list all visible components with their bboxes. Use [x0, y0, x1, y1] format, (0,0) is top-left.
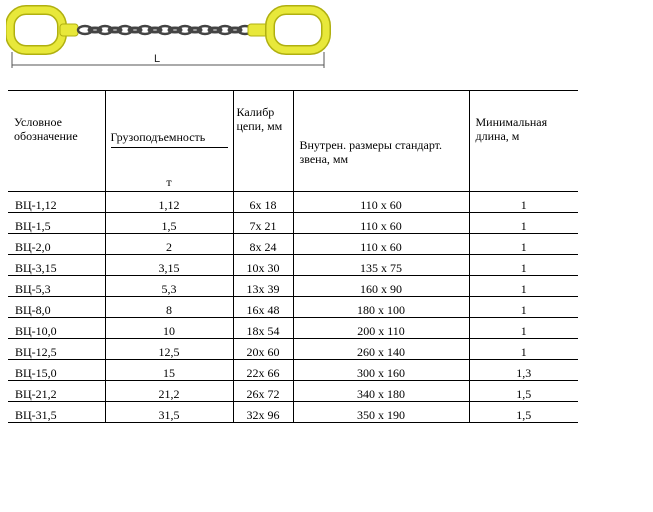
cell-load: 1,5 [105, 213, 233, 234]
cell-size: 260 х 140 [293, 339, 469, 360]
cell-calibre: 8х 24 [233, 234, 293, 255]
cell-size: 110 х 60 [293, 213, 469, 234]
header-size: Внутрен. размеры стандарт. звена, мм [293, 91, 469, 192]
cell-calibre: 6х 18 [233, 192, 293, 213]
table-row [8, 381, 578, 402]
cell-name: ВЦ-31,5 [8, 402, 105, 423]
table-row [8, 297, 578, 318]
table-body [8, 192, 578, 423]
cell-calibre: 16х 48 [233, 297, 293, 318]
cell-min-length: 1 [469, 213, 578, 234]
cell-calibre: 20х 60 [233, 339, 293, 360]
cell-name: ВЦ-15,0 [8, 360, 105, 381]
cell-min-length: 1 [469, 339, 578, 360]
cell-calibre: 26х 72 [233, 381, 293, 402]
chain-sling-icon [6, 2, 336, 68]
chain-links [78, 26, 252, 34]
table-row [8, 192, 578, 213]
dimension-label: L [154, 53, 161, 65]
cell-calibre: 7х 21 [233, 213, 293, 234]
table-row [8, 234, 578, 255]
cell-name: ВЦ-8,0 [8, 297, 105, 318]
cell-name: ВЦ-21,2 [8, 381, 105, 402]
cell-load: 31,5 [105, 402, 233, 423]
header-load-unit: т [105, 169, 233, 192]
cell-size: 135 х 75 [293, 255, 469, 276]
cell-min-length: 1,3 [469, 360, 578, 381]
cell-calibre: 18х 54 [233, 318, 293, 339]
left-connector [60, 24, 78, 36]
cell-name: ВЦ-12,5 [8, 339, 105, 360]
cell-name: ВЦ-1,5 [8, 213, 105, 234]
cell-size: 160 х 90 [293, 276, 469, 297]
cell-load: 5,3 [105, 276, 233, 297]
cell-name: ВЦ-3,15 [8, 255, 105, 276]
cell-min-length: 1 [469, 297, 578, 318]
cell-name: ВЦ-10,0 [8, 318, 105, 339]
cell-size: 110 х 60 [293, 192, 469, 213]
header-load-label: Грузоподъемность [111, 130, 228, 148]
cell-size: 200 х 110 [293, 318, 469, 339]
cell-min-length: 1 [469, 192, 578, 213]
right-master-link-face [270, 10, 326, 50]
cell-calibre: 32х 96 [233, 402, 293, 423]
table-row [8, 213, 578, 234]
cell-min-length: 1 [469, 234, 578, 255]
cell-calibre: 22х 66 [233, 360, 293, 381]
cell-load: 21,2 [105, 381, 233, 402]
header-name: Условное обозначение [8, 91, 105, 192]
spec-table [8, 90, 578, 423]
cell-calibre: 13х 39 [233, 276, 293, 297]
cell-size: 180 х 100 [293, 297, 469, 318]
table-row [8, 318, 578, 339]
cell-load: 1,12 [105, 192, 233, 213]
left-master-link-face [10, 10, 62, 50]
cell-calibre: 10х 30 [233, 255, 293, 276]
cell-size: 300 х 160 [293, 360, 469, 381]
header-load [105, 91, 233, 170]
cell-size: 350 х 190 [293, 402, 469, 423]
cell-size: 110 х 60 [293, 234, 469, 255]
cell-size: 340 х 180 [293, 381, 469, 402]
cell-load: 3,15 [105, 255, 233, 276]
header-row [8, 91, 578, 170]
cell-min-length: 1,5 [469, 402, 578, 423]
cell-min-length: 1 [469, 255, 578, 276]
header-calibre: Калибр цепи, мм [233, 91, 293, 192]
table-row [8, 402, 578, 423]
cell-min-length: 1 [469, 318, 578, 339]
header-min-length: Минимальная длина, м [469, 91, 578, 192]
cell-name: ВЦ-2,0 [8, 234, 105, 255]
cell-load: 12,5 [105, 339, 233, 360]
cell-name: ВЦ-5,3 [8, 276, 105, 297]
table-row [8, 255, 578, 276]
cell-name: ВЦ-1,12 [8, 192, 105, 213]
cell-min-length: 1 [469, 276, 578, 297]
table-row [8, 360, 578, 381]
table-row [8, 339, 578, 360]
cell-load: 10 [105, 318, 233, 339]
cell-load: 15 [105, 360, 233, 381]
cell-min-length: 1,5 [469, 381, 578, 402]
cell-load: 2 [105, 234, 233, 255]
table-row [8, 276, 578, 297]
cell-load: 8 [105, 297, 233, 318]
